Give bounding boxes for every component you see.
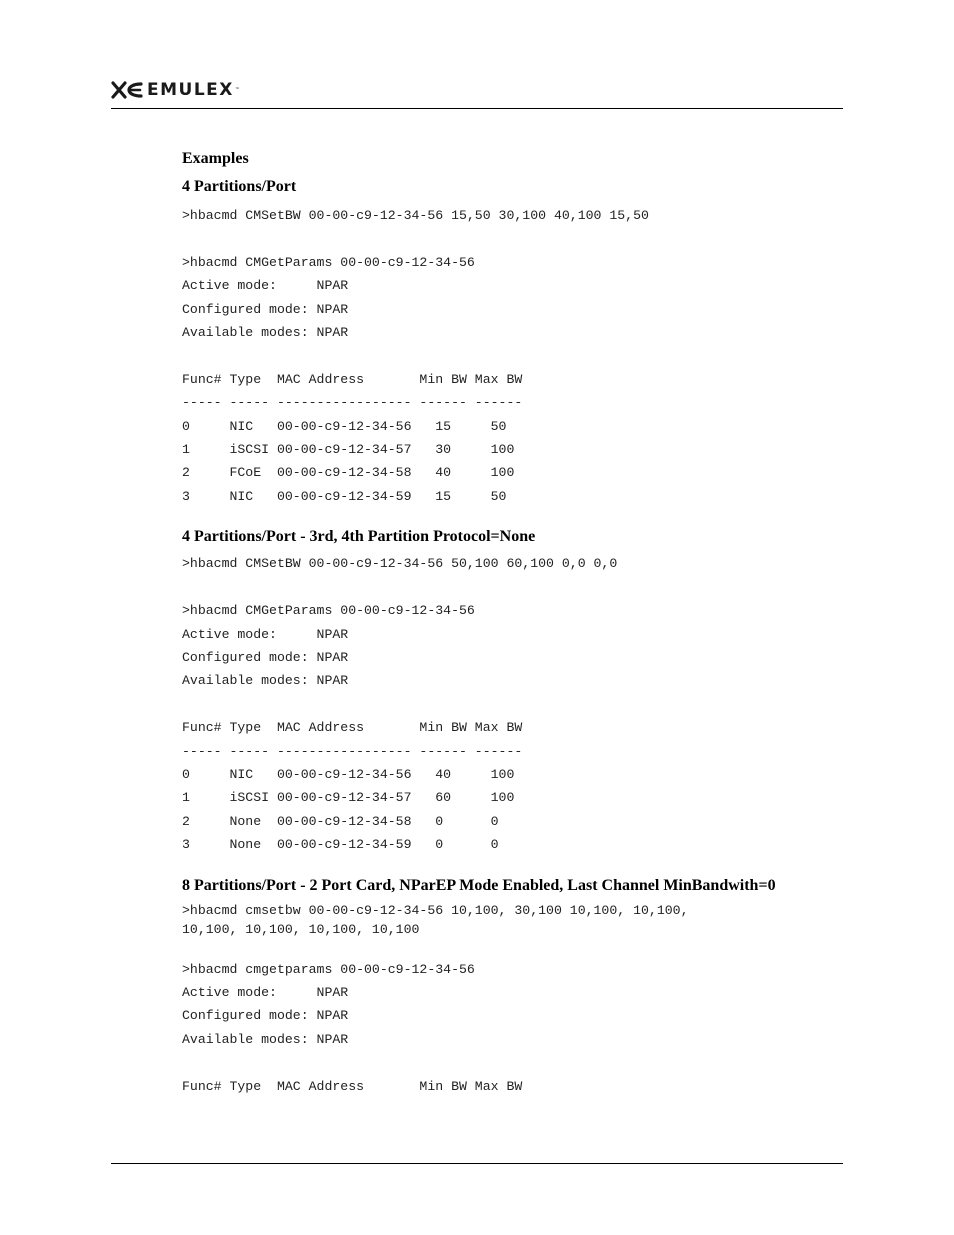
page-header <box>111 79 843 111</box>
emulex-logo-icon <box>111 81 143 99</box>
section-heading-8-partitions: 8 Partitions/Port - 2 Port Card, NParEP Mode Enabled, Last Channel MinBandwith=0 <box>182 876 776 894</box>
code-block-8-partitions-output: >hbacmd cmgetparams 00-00-c9-12-34-56 Active mode: NPAR Configured mode: NPAR Available modes: NPAR Func# Type MAC Address Min BW Max BW <box>182 961 523 1094</box>
footer-rule <box>111 1163 843 1164</box>
document-body <box>182 148 852 1098</box>
section-heading-4-partitions: 4 Partitions/Port <box>182 178 297 195</box>
logo-wordmark: EMULEX <box>147 80 234 100</box>
examples-heading: Examples <box>182 150 249 167</box>
section-heading-4-partitions-none: 4 Partitions/Port - 3rd, 4th Partition Protocol=None <box>182 528 536 546</box>
code-block-4-partitions-none: >hbacmd CMSetBW 00-00-c9-12-34-56 50,100 60,100 0,0 0,0 >hbacmd CMGetParams 00-00-c9-12-34-56 Active mode: NPAR Configured mode: NPAR Available modes: NPAR Func# Type MAC Address Min BW Max BW ----- ----- ----------------- ------ ------ 0 NIC 00-00-c9-12-34-56 40 100 1 iSCSI 00-00-c9-12-34-57 60 100 2 None 00-00-c9-12-34-58 0 0 3 None 00-00-c9-12-34-59 0 0 <box>182 556 618 853</box>
code-block-8-partitions-command: >hbacmd cmsetbw 00-00-c9-12-34-56 10,100, 30,100 10,100, 10,100, 10,100, 10,100, 10,100, 10,100 <box>182 902 689 937</box>
emulex-logo <box>111 79 240 101</box>
code-block-4-partitions: >hbacmd CMSetBW 00-00-c9-12-34-56 15,50 30,100 40,100 15,50 >hbacmd CMGetParams 00-00-c9-12-34-56 Active mode: NPAR Configured mode: NPAR Available modes: NPAR Func# Type MAC Address Min BW Max BW ----- ----- ----------------- ------ ------ 0 NIC 00-00-c9-12-34-56 15 50 1 iSCSI 00-00-c9-12-34-57 30 100 2 FCoE 00-00-c9-12-34-58 40 100 3 NIC 00-00-c9-12-34-59 15 50 <box>182 208 649 504</box>
header-rule <box>111 108 843 109</box>
logo-trademark: ™ <box>234 87 240 93</box>
